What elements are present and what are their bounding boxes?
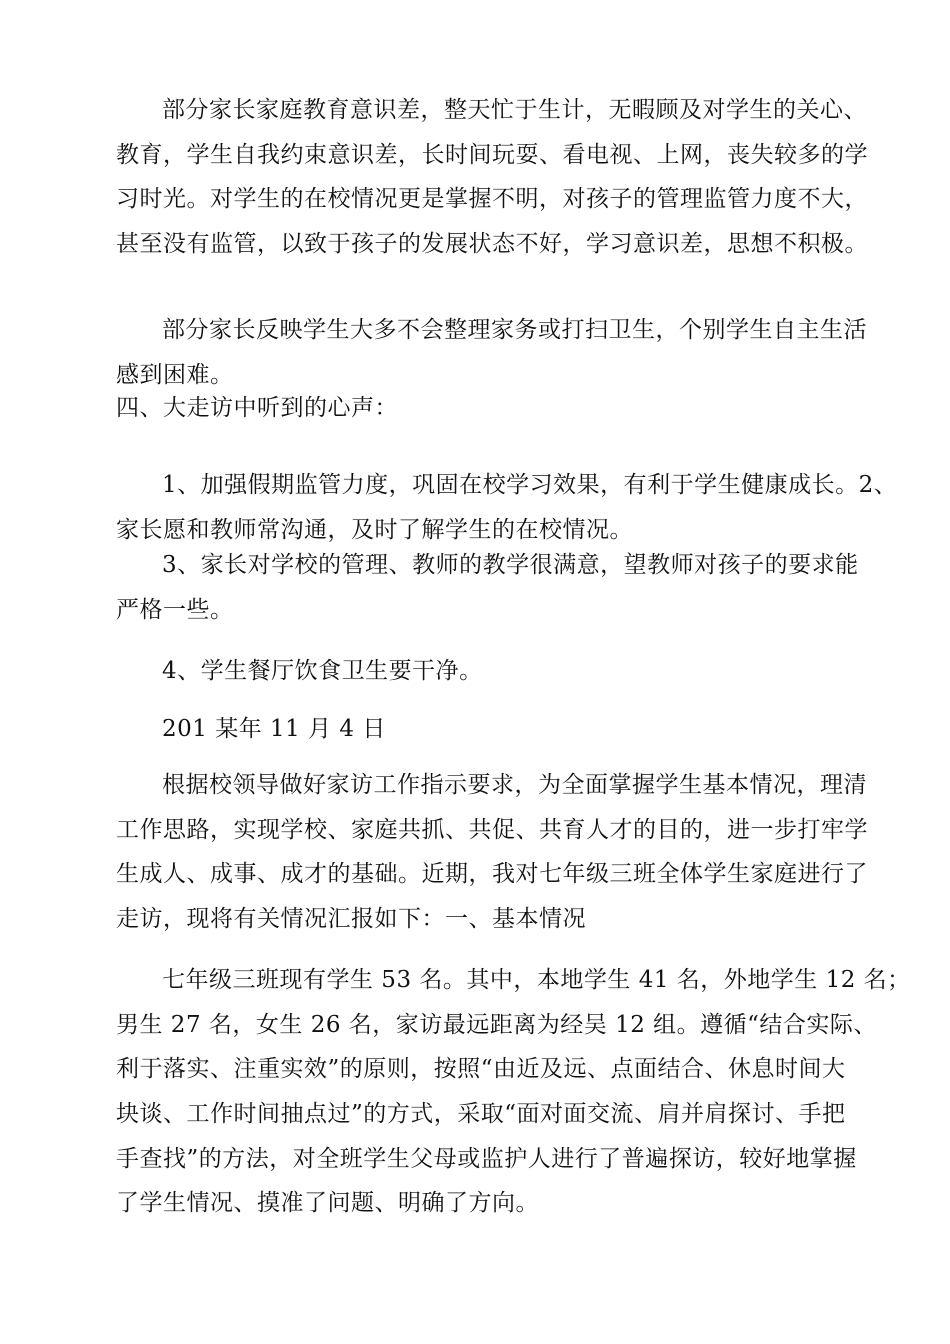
list-item-1-2 <box>116 470 898 545</box>
section-heading-voices <box>116 393 840 423</box>
text-line: 教育，学生自我约束意识差，长时间玩耍、看电视、上网，丧失较多的学 <box>116 141 868 168</box>
text-line: 工作思路，实现学校、家庭共抓、共促、共育人才的目的，进一步打牢学 <box>116 816 868 843</box>
paragraph-family-education-awareness <box>116 95 868 259</box>
list-item-4 <box>116 656 840 686</box>
paragraph-home-visit-intro <box>116 770 868 934</box>
text-line: 手查找”的方法，对全班学生父母或监护人进行了普遍探访，较好地掌握 <box>116 1145 857 1172</box>
section-heading: 四、大走访中听到的心声： <box>116 395 398 421</box>
text-line: 根据校领导做好家访工作指示要求，为全面掌握学生基本情况，理清 <box>162 772 867 798</box>
date-line <box>116 714 840 744</box>
paragraph-housework-feedback <box>116 315 867 390</box>
text-line: 利于落实、注重实效”的原则，按照“由近及远、点面结合、休息时间大 <box>116 1056 846 1083</box>
text-line: 感到困难。 <box>116 361 234 388</box>
text-line: 男生 27 名，女生 26 名，家访最远距离为经吴 12 组。遵循“结合实际、 <box>116 1011 877 1038</box>
text-line: 家长愿和教师常沟通，及时了解学生的在校情况。 <box>116 516 633 543</box>
date-text: 201 某年 11 月 4 日 <box>162 716 386 742</box>
text-line: 部分家长家庭教育意识差，整天忙于生计，无暇顾及对学生的关心、 <box>162 97 867 123</box>
text-line: 习时光。对学生的在校情况更是掌握不明，对孩子的管理监管力度不大， <box>116 186 868 213</box>
text-line: 七年级三班现有学生 53 名。其中，本地学生 41 名，外地学生 12 名； <box>162 967 911 993</box>
text-line: 3、家长对学校的管理、教师的教学很满意，望教师对孩子的要求能 <box>162 552 859 578</box>
list-item-3 <box>116 550 859 625</box>
text-line: 严格一些。 <box>116 596 234 623</box>
text-line: 甚至没有监管，以致于孩子的发展状态不好，学习意识差，思想不积极。 <box>116 231 868 258</box>
text-line: 4、学生餐厅饮食卫生要干净。 <box>162 658 483 684</box>
text-line: 生成人、成事、成才的基础。近期，我对七年级三班全体学生家庭进行了 <box>116 861 868 888</box>
paragraph-class-basic-info <box>116 965 911 1218</box>
text-line: 块谈、工作时间抽点过”的方式，采取“面对面交流、肩并肩探讨、手把 <box>116 1101 846 1128</box>
text-line: 部分家长反映学生大多不会整理家务或打扫卫生，个别学生自主生活 <box>162 317 867 343</box>
text-line: 1、加强假期监管力度，巩固在校学习效果，有利于学生健康成长。2、 <box>162 472 898 498</box>
text-line: 了学生情况、摸准了问题、明确了方向。 <box>116 1190 539 1217</box>
text-line: 走访，现将有关情况汇报如下：一、基本情况 <box>116 906 586 933</box>
